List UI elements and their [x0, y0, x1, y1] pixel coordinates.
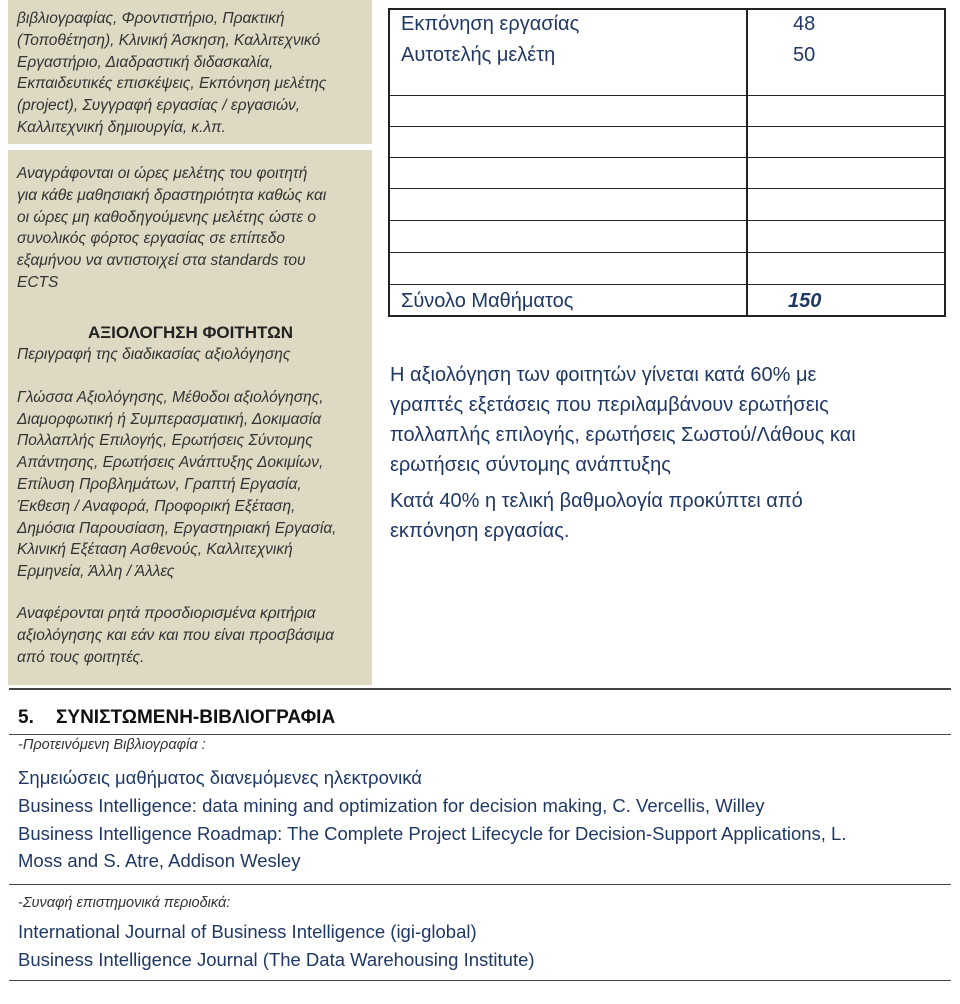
description-line: Αναφέρονται ρητά προσδιορισμένα κριτήρια — [17, 604, 316, 622]
description-line: εξαμήνου να αντιστοιχεί στα standards του — [17, 252, 306, 270]
section-title-text: ΣΥΝΙΣΤΩΜΕΝΗ-ΒΙΒΛΙΟΓΡΑΦΙΑ — [56, 707, 336, 728]
description-line: Κλινική Εξέταση Ασθενούς, Καλλιτεχνική — [17, 541, 293, 559]
description-line: Ερμηνεία, Άλλη / Άλλες — [17, 563, 175, 581]
assessment-line: πολλαπλής επιλογής, ερωτήσεις Σωστού/Λάθους και — [390, 424, 856, 446]
section-divider — [9, 884, 951, 885]
workload-total-label: Σύνολο Μαθήματος — [401, 290, 574, 312]
description-line: από τους φοιτητές. — [17, 648, 145, 666]
assessment-subheading: Περιγραφή της διαδικασίας αξιολόγησης — [17, 346, 291, 363]
assessment-line: εκπόνηση εργασίας. — [390, 520, 570, 542]
workload-description — [8, 150, 372, 320]
bibliography-item: Σημειώσεις μαθήματος διανεμόμενες ηλεκτρονικά — [18, 767, 422, 788]
assessment-line: γραπτές εξετάσεις που περιλαμβάνουν ερωτήσεις — [390, 394, 829, 416]
learning-activities-description — [8, 0, 372, 144]
bibliography-item: Business Intelligence: data mining and optimization for decision making, C. Vercellis, Willey — [18, 795, 765, 816]
workload-total-value: 150 — [788, 290, 822, 312]
section-divider — [9, 734, 951, 735]
bibliography-item: Moss and S. Atre, Addison Wesley — [18, 850, 301, 871]
description-line: για κάθε μαθησιακή δραστηριότητα καθώς και — [17, 186, 327, 204]
assessment-heading: ΑΞΙΟΛΟΓΗΣΗ ΦΟΙΤΗΤΩΝ — [87, 323, 294, 342]
description-line: (Τοποθέτηση), Κλινική Άσκηση, Καλλιτεχνικό — [17, 31, 321, 49]
description-line: βιβλιογραφίας, Φροντιστήριο, Πρακτική — [17, 10, 285, 27]
description-line: Γλώσσα Αξιολόγησης, Μέθοδοι αξιολόγησης, — [17, 388, 324, 406]
section-number: 5. — [18, 707, 34, 728]
description-line: συνολικός φόρτος εργασίας σε επίπεδο — [17, 230, 285, 248]
workload-activity: Αυτοτελής μελέτη — [401, 44, 556, 66]
description-line: Δημόσια Παρουσίαση, Εργαστηριακή Εργασία, — [17, 519, 337, 537]
workload-activity: Εκπόνηση εργασίας — [401, 13, 580, 35]
section-divider — [9, 980, 951, 981]
description-line: Επίλυση Προβλημάτων, Γραπτή Εργασία, — [17, 475, 302, 493]
section-divider — [9, 688, 951, 690]
workload-hours: 48 — [793, 13, 816, 35]
journal-item: Business Intelligence Journal (The Data Warehousing Institute) — [18, 949, 535, 970]
description-line: ECTS — [17, 273, 59, 291]
assessment-line: Κατά 40% η τελική βαθμολογία προκύπτει από — [390, 490, 803, 512]
description-line: Εκπαιδευτικές επισκέψεις, Εκπόνηση μελέτης — [17, 75, 327, 93]
assessment-line: ερωτήσεις σύντομης ανάπτυξης — [390, 454, 671, 476]
assessment-line: Η αξιολόγηση των φοιτητών γίνεται κατά 60% με — [390, 364, 817, 386]
description-line: Καλλιτεχνική δημιουργία, κ.λπ. — [17, 118, 226, 136]
description-line: Απάντησης, Ερωτήσεις Ανάπτυξης Δοκιμίων, — [17, 454, 324, 472]
journal-item: International Journal of Business Intelligence (igi-global) — [18, 921, 477, 942]
description-line: (project), Συγγραφή εργασίας / εργασιών, — [17, 97, 301, 115]
description-line: Έκθεση / Αναφορά, Προφορική Εξέταση, — [17, 497, 296, 515]
description-line: Διαμορφωτική ή Συμπερασματική, Δοκιμασία — [17, 410, 322, 428]
suggested-bibliography-label: -Προτεινόμενη Βιβλιογραφία : — [18, 737, 206, 753]
bibliography-title — [18, 707, 335, 729]
description-line: Αναγράφονται οι ώρες μελέτης του φοιτητή — [17, 165, 308, 182]
description-line: Πολλαπλής Επιλογής, Ερωτήσεις Σύντομης — [17, 432, 313, 450]
student-assessment-description — [8, 320, 372, 685]
description-line: οι ώρες μη καθοδηγούμενης μελέτης ώστε ο — [17, 208, 316, 226]
bibliography-item: Business Intelligence Roadmap: The Complete Project Lifecycle for Decision-Support Applications, L. — [18, 823, 847, 844]
description-line: Εργαστήριο, Διαδραστική διδασκαλία, — [17, 53, 274, 71]
description-line: αξιολόγησης και εάν και που είναι προσβάσιμα — [17, 626, 334, 644]
journals-label: -Συναφή επιστημονικά περιοδικά: — [18, 895, 231, 911]
workload-hours: 50 — [793, 44, 816, 66]
